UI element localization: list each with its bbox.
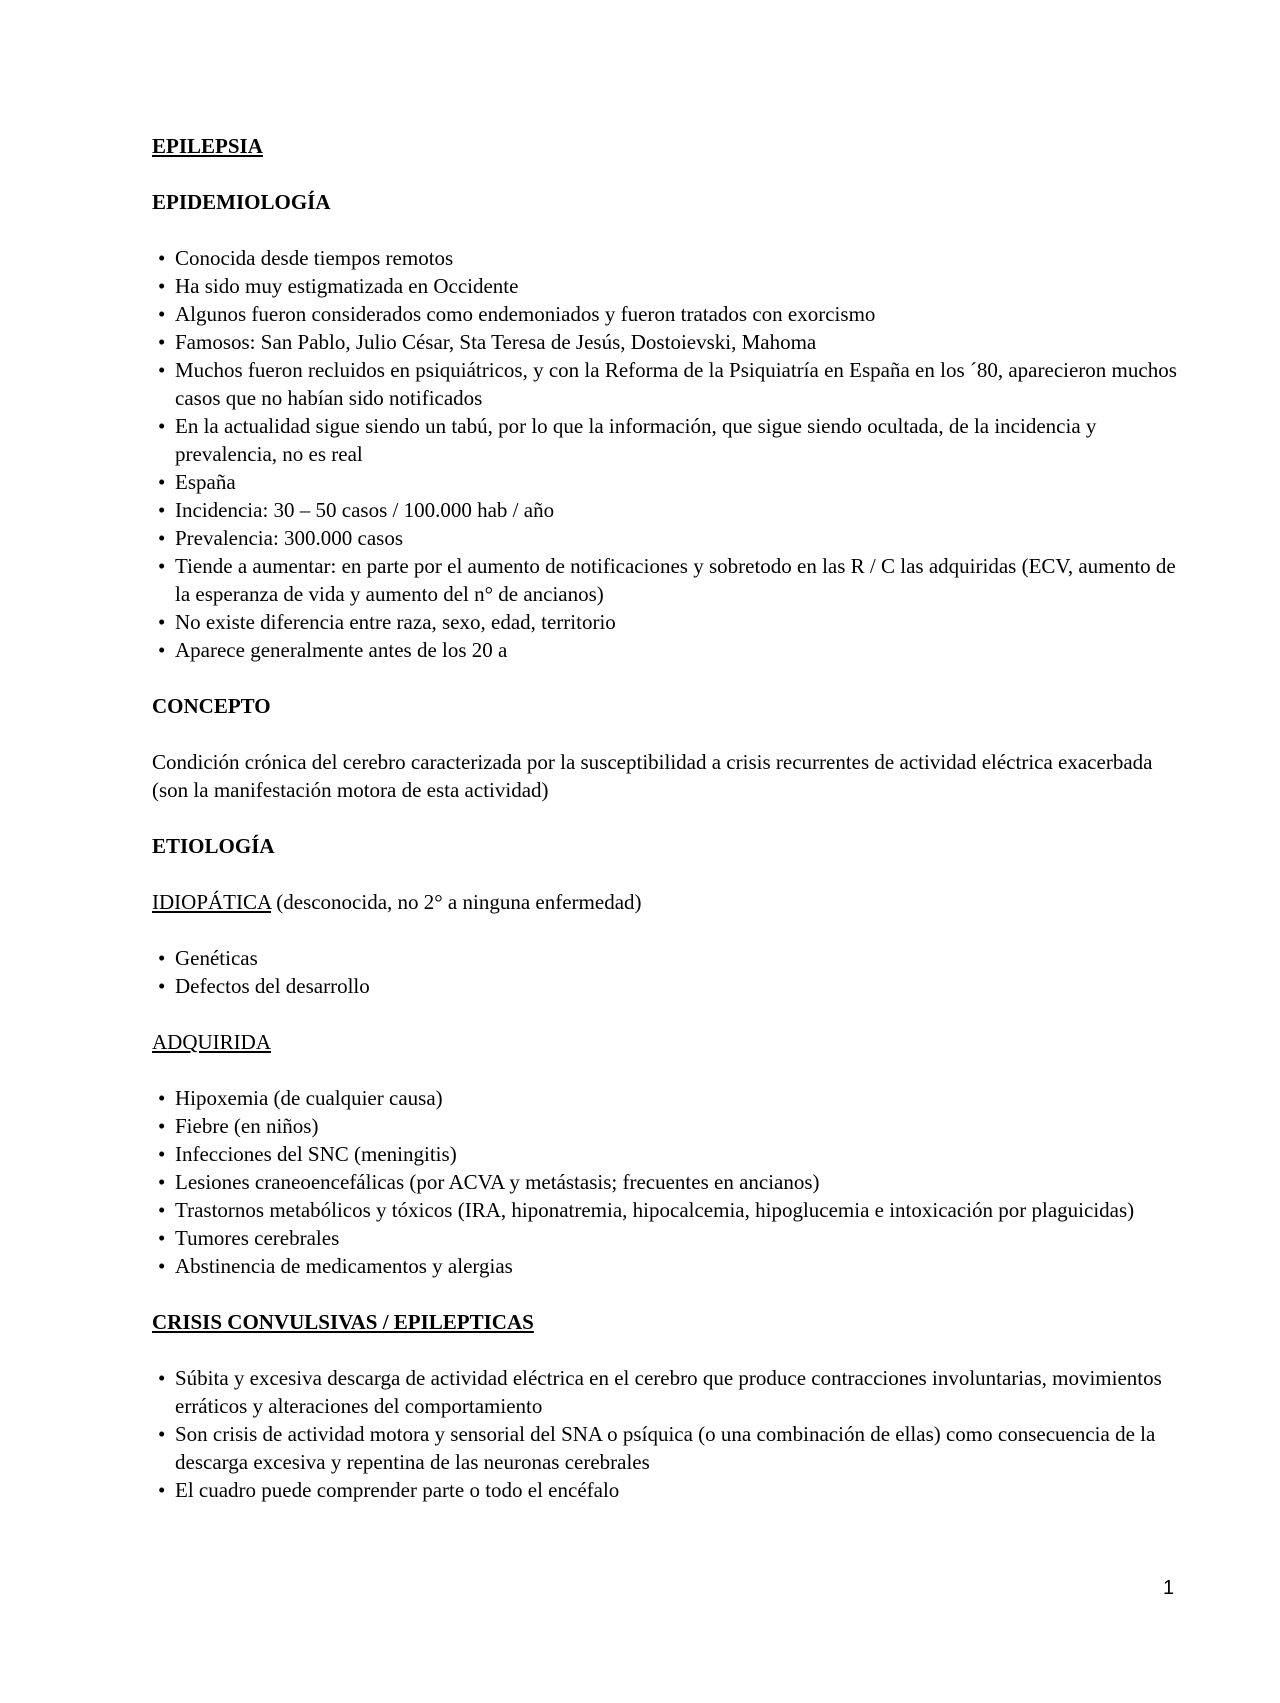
list-item: • Tiende a aumentar: en parte por el aumento de notificaciones y sobretodo en las R / C las adquiridas (ECV, aumento de la esperanza de vida y aumento del n° de ancianos) [152,552,1192,608]
idiopatica-note: (desconocida, no 2° a ninguna enfermedad) [271,890,642,914]
idiopatica-label: IDIOPÁTICA [152,890,271,914]
list-item: • España [152,468,1192,496]
page-number: 1 [1163,1577,1175,1599]
list-item: • Ha sido muy estigmatizada en Occidente [152,272,1192,300]
list-item: • Defectos del desarrollo [152,972,1192,1000]
list-item: • Muchos fueron recluidos en psiquiátricos, y con la Reforma de la Psiquiatría en España en los ´80, aparecieron muchos casos que no habían sido notificados [152,356,1192,412]
list-item: • Algunos fueron considerados como endemoniados y fueron tratados con exorcismo [152,300,1192,328]
list-item: • En la actualidad sigue siendo un tabú, por lo que la información, que sigue siendo ocultada, de la incidencia y prevalencia, no es real [152,412,1192,468]
heading-epidemiologia: EPIDEMIOLOGÍA [152,190,331,214]
crisis-list [152,1364,1192,1504]
epidemiologia-list [152,244,1192,664]
heading-concepto: CONCEPTO [152,694,271,718]
adquirida-subheading [152,1028,1192,1056]
adquirida-label: ADQUIRIDA [152,1030,271,1054]
heading-crisis: CRISIS CONVULSIVAS / EPILEPTICAS [152,1310,534,1334]
idiopatica-subheading [152,888,1192,916]
list-item: • Infecciones del SNC (meningitis) [152,1140,1192,1168]
list-item: • Trastornos metabólicos y tóxicos (IRA, hiponatremia, hipocalcemia, hipoglucemia e intoxicación por plaguicidas) [152,1196,1192,1224]
list-item: • Fiebre (en niños) [152,1112,1192,1140]
list-item: • Famosos: San Pablo, Julio César, Sta Teresa de Jesús, Dostoievski, Mahoma [152,328,1192,356]
adquirida-list [152,1084,1192,1280]
list-item: • Genéticas [152,944,1192,972]
list-item: • Aparece generalmente antes de los 20 a [152,636,1192,664]
document-page [152,132,1192,1532]
list-item: • Tumores cerebrales [152,1224,1192,1252]
idiopatica-list [152,944,1192,1000]
list-item: • Abstinencia de medicamentos y alergias [152,1252,1192,1280]
list-item: • Hipoxemia (de cualquier causa) [152,1084,1192,1112]
document-title: EPILEPSIA [152,134,263,158]
list-item: • El cuadro puede comprender parte o todo el encéfalo [152,1476,1192,1504]
list-item: • Prevalencia: 300.000 casos [152,524,1192,552]
concepto-text: Condición crónica del cerebro caracterizada por la susceptibilidad a crisis recurrentes de actividad eléctrica exacerbada (son la manifestación motora de esta actividad) [152,750,1153,802]
list-item: • Lesiones craneoencefálicas (por ACVA y metástasis; frecuentes en ancianos) [152,1168,1192,1196]
list-item: • Súbita y excesiva descarga de actividad eléctrica en el cerebro que produce contracciones involuntarias, movimientos erráticos y alteraciones del comportamiento [152,1364,1192,1420]
list-item: • No existe diferencia entre raza, sexo, edad, territorio [152,608,1192,636]
heading-etiologia: ETIOLOGÍA [152,834,275,858]
list-item: • Conocida desde tiempos remotos [152,244,1192,272]
list-item: • Son crisis de actividad motora y sensorial del SNA o psíquica (o una combinación de ellas) como consecuencia de la descarga excesiva y repentina de las neuronas cerebrales [152,1420,1192,1476]
list-item: • Incidencia: 30 – 50 casos / 100.000 hab / año [152,496,1192,524]
